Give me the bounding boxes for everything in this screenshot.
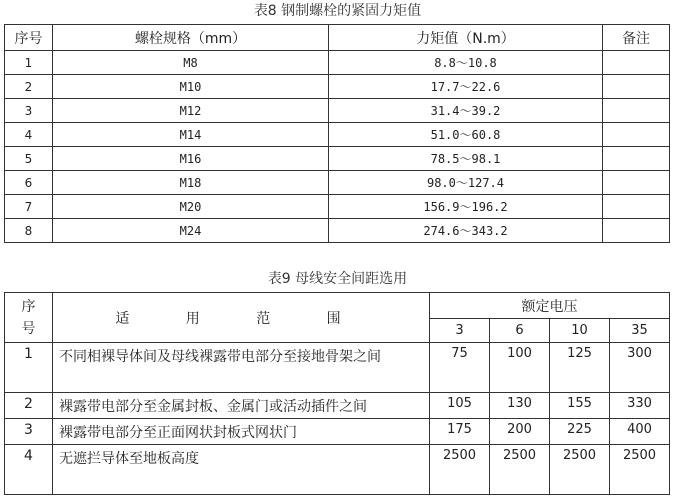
table-header-row <box>5 293 670 319</box>
cell-scope: 裸露带电部分至正面网状封板式网状门 <box>53 419 430 445</box>
cell-value: 130 <box>490 393 550 419</box>
cell-torque: 31.4～39.2 <box>329 99 603 123</box>
cell-remark <box>603 75 670 99</box>
cell-torque: 51.0～60.8 <box>329 123 603 147</box>
cell-value: 105 <box>430 393 490 419</box>
cell-torque: 98.0～127.4 <box>329 171 603 195</box>
cell-value: 330 <box>610 393 670 419</box>
header-bolt-spec: 螺栓规格（mm） <box>53 25 329 51</box>
table-row <box>5 99 670 123</box>
cell-bolt-spec: M12 <box>53 99 329 123</box>
table-row <box>5 343 670 393</box>
cell-index: 2 <box>5 75 53 99</box>
table8-caption: 表8 钢制螺栓的紧固力矩值 <box>253 3 422 19</box>
cell-value: 125 <box>550 343 610 393</box>
header-voltage-35: 35 <box>610 319 670 343</box>
table-row <box>5 147 670 171</box>
cell-scope: 裸露带电部分至金属封板、金属门或活动插件之间 <box>53 393 430 419</box>
bolt-torque-table <box>4 24 670 243</box>
table-row <box>5 445 670 495</box>
cell-value: 200 <box>490 419 550 445</box>
busbar-clearance-table <box>4 292 670 495</box>
cell-scope: 无遮拦导体至地板高度 <box>53 445 430 495</box>
header-voltage-3: 3 <box>430 319 490 343</box>
cell-torque: 17.7～22.6 <box>329 75 603 99</box>
cell-value: 2500 <box>550 445 610 495</box>
cell-value: 2500 <box>430 445 490 495</box>
cell-bolt-spec: M16 <box>53 147 329 171</box>
table-row <box>5 219 670 243</box>
cell-remark <box>603 51 670 75</box>
table-row <box>5 75 670 99</box>
cell-torque: 156.9～196.2 <box>329 195 603 219</box>
cell-index: 3 <box>5 419 53 445</box>
table-row <box>5 123 670 147</box>
cell-value: 300 <box>610 343 670 393</box>
header-voltage-10: 10 <box>550 319 610 343</box>
cell-remark <box>603 123 670 147</box>
cell-torque: 274.6～343.2 <box>329 219 603 243</box>
cell-index: 4 <box>5 445 53 495</box>
cell-torque: 8.8～10.8 <box>329 51 603 75</box>
cell-index: 5 <box>5 147 53 171</box>
table-row <box>5 393 670 419</box>
cell-remark <box>603 195 670 219</box>
cell-index: 8 <box>5 219 53 243</box>
table-row <box>5 419 670 445</box>
header-rated-voltage: 额定电压 <box>430 293 670 319</box>
cell-index: 7 <box>5 195 53 219</box>
cell-value: 175 <box>430 419 490 445</box>
cell-bolt-spec: M20 <box>53 195 329 219</box>
cell-bolt-spec: M14 <box>53 123 329 147</box>
header-scope: 适 用 范 围 <box>53 293 430 343</box>
header-remark: 备注 <box>603 25 670 51</box>
cell-index: 6 <box>5 171 53 195</box>
cell-bolt-spec: M24 <box>53 219 329 243</box>
cell-index: 4 <box>5 123 53 147</box>
cell-bolt-spec: M8 <box>53 51 329 75</box>
cell-value: 75 <box>430 343 490 393</box>
table-header-row <box>5 25 670 51</box>
table-row <box>5 195 670 219</box>
cell-value: 100 <box>490 343 550 393</box>
cell-remark <box>603 99 670 123</box>
cell-value: 2500 <box>490 445 550 495</box>
cell-index: 2 <box>5 393 53 419</box>
header-index: 序号 <box>5 25 53 51</box>
cell-value: 400 <box>610 419 670 445</box>
header-torque: 力矩值（N.m） <box>329 25 603 51</box>
table-row <box>5 51 670 75</box>
cell-bolt-spec: M10 <box>53 75 329 99</box>
cell-index: 1 <box>5 343 53 393</box>
cell-value: 155 <box>550 393 610 419</box>
cell-remark <box>603 219 670 243</box>
cell-index: 3 <box>5 99 53 123</box>
header-voltage-6: 6 <box>490 319 550 343</box>
cell-torque: 78.5～98.1 <box>329 147 603 171</box>
cell-bolt-spec: M18 <box>53 171 329 195</box>
cell-remark <box>603 171 670 195</box>
cell-value: 225 <box>550 419 610 445</box>
table-row <box>5 171 670 195</box>
cell-scope: 不同相裸导体间及母线裸露带电部分至接地骨架之间 <box>53 343 430 393</box>
cell-remark <box>603 147 670 171</box>
cell-index: 1 <box>5 51 53 75</box>
table9-caption: 表9 母线安全间距选用 <box>267 271 408 287</box>
header-index: 序号 <box>5 293 53 343</box>
cell-value: 2500 <box>610 445 670 495</box>
